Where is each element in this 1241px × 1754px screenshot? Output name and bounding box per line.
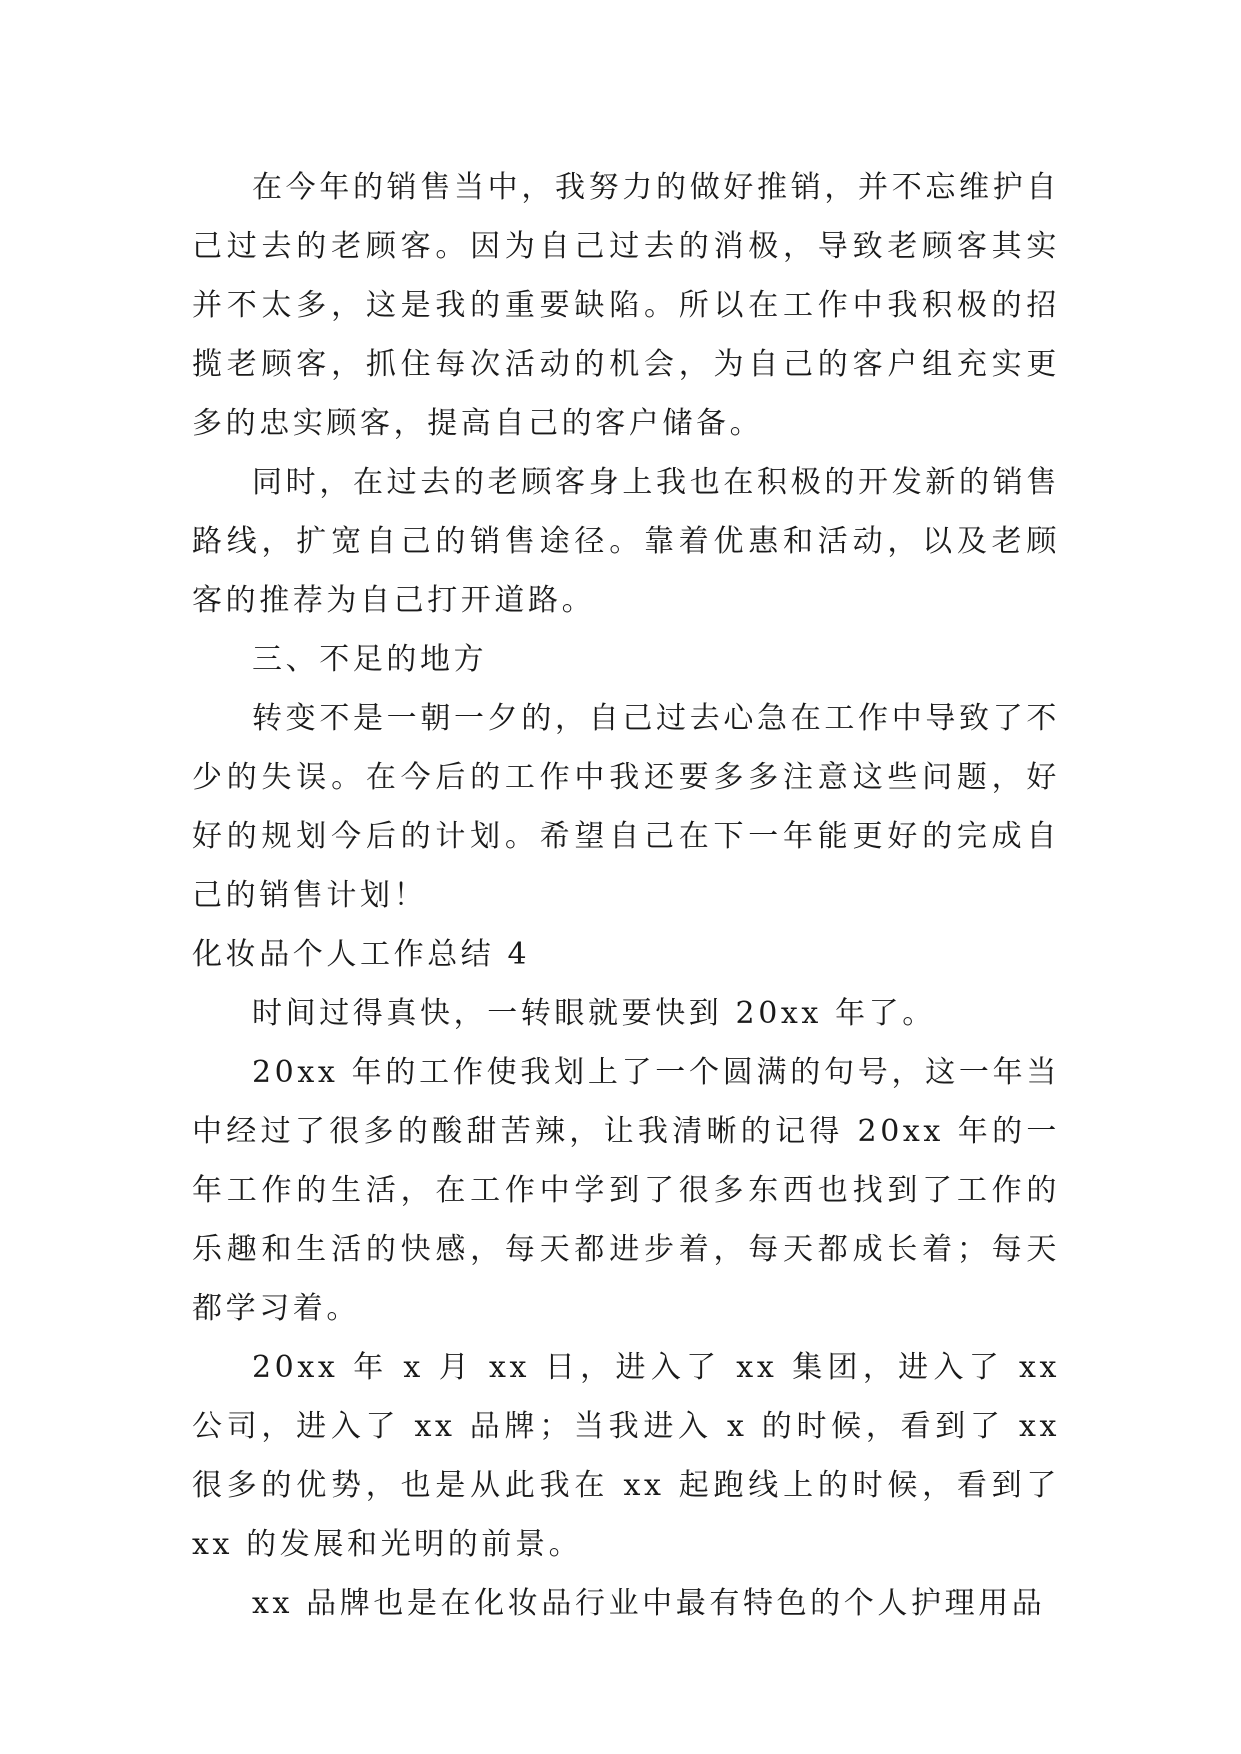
paragraph-year-review: 20xx 年的工作使我划上了一个圆满的句号，这一年当中经过了很多的酸甜苦辣，让我清晰的记得 20xx 年的一年工作的生活，在工作中学到了很多东西也找到了工作的乐趣和生活的快感，每天都进步着，每天都成长着；每天都学习着。 — [192, 1055, 1060, 1326]
paragraph-joining-company: 20xx 年 x 月 xx 日，进入了 xx 集团，进入了 xx 公司，进入了 xx 品牌；当我进入 x 的时候，看到了 xx 很多的优势，也是从此我在 xx 起跑线上的时候，看到了 xx 的发展和光明的前景。 — [192, 1350, 1060, 1562]
document-title-summary-4: 化妆品个人工作总结 4 — [192, 937, 531, 972]
document-body — [192, 158, 1060, 1633]
paragraph-new-sales-routes: 同时，在过去的老顾客身上我也在积极的开发新的销售路线，扩宽自己的销售途径。靠着优惠和活动，以及老顾客的推荐为自己打开道路。 — [192, 465, 1060, 618]
paragraph-brand-intro: xx 品牌也是在化妆品行业中最有特色的个人护理用品 — [252, 1586, 1046, 1621]
paragraph-customer-maintenance: 在今年的销售当中，我努力的做好推销，并不忘维护自己过去的老顾客。因为自己过去的消极，导致老顾客其实并不太多，这是我的重要缺陷。所以在工作中我积极的招揽老顾客，抓住每次活动的机会，为自己的客户组充实更多的忠实顾客，提高自己的客户储备。 — [192, 170, 1060, 441]
paragraph-time-flies: 时间过得真快，一转眼就要快到 20xx 年了。 — [252, 996, 936, 1031]
paragraph-shortcomings: 转变不是一朝一夕的，自己过去心急在工作中导致了不少的失误。在今后的工作中我还要多多注意这些问题，好好的规划今后的计划。希望自己在下一年能更好的完成自己的销售计划！ — [192, 701, 1060, 913]
section-heading-shortcomings: 三、不足的地方 — [252, 642, 488, 677]
